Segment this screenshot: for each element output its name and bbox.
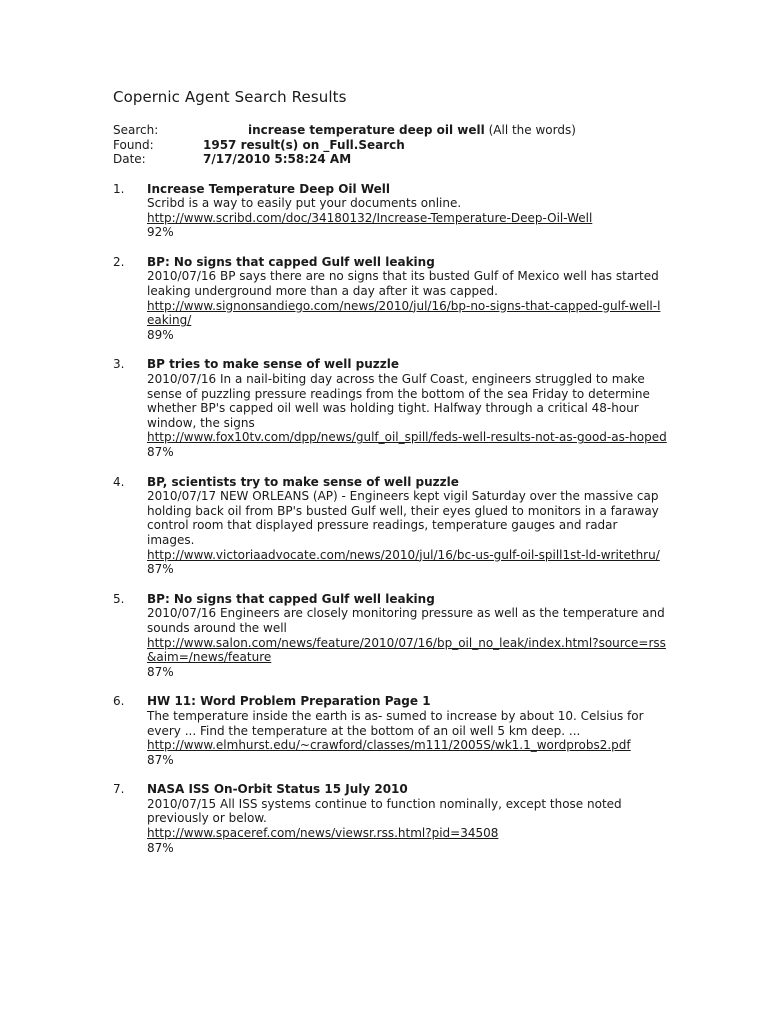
result-score: 87% <box>147 752 174 767</box>
result-snippet: 2010/07/16 BP says there are no signs that its busted Gulf of Mexico well has started leaking underground more than a day after it was capped. <box>147 269 659 299</box>
date-row <box>113 152 673 167</box>
result-number: 2. <box>113 254 125 269</box>
found-label: Found: <box>113 137 154 152</box>
result-score: 87% <box>147 840 174 855</box>
search-mode: (All the words) <box>488 123 576 137</box>
result-body <box>147 782 667 855</box>
result-number: 3. <box>113 357 125 372</box>
result-title: BP: No signs that capped Gulf well leaking <box>147 591 435 606</box>
result-item <box>113 182 673 240</box>
result-score: 87% <box>147 664 174 679</box>
result-body <box>147 255 667 343</box>
found-row <box>113 138 673 153</box>
result-score: 92% <box>147 225 174 240</box>
result-snippet: 2010/07/15 All ISS systems continue to function nominally, except those noted previously or below. <box>147 796 622 826</box>
result-score: 87% <box>147 562 174 577</box>
result-snippet: 2010/07/17 NEW ORLEANS (AP) - Engineers kept vigil Saturday over the massive cap holding back oil from BP's busted Gulf well, their eyes glued to monitors in a faraway control room that displayed pressure readings, temperature gauges and radar images. <box>147 489 659 547</box>
search-summary <box>113 123 673 167</box>
result-body <box>147 694 667 767</box>
result-snippet: The temperature inside the earth is as- sumed to increase by about 10. Celsius for every ... Find the temperature at the bottom of an oil well 5 km deep. ... <box>147 708 644 738</box>
document-page <box>113 88 673 870</box>
result-body <box>147 475 667 577</box>
search-query: increase temperature deep oil well <box>248 123 485 137</box>
result-title: BP tries to make sense of well puzzle <box>147 357 399 372</box>
result-item <box>113 694 673 767</box>
result-body <box>147 182 667 240</box>
page-title: Copernic Agent Search Results <box>113 88 347 106</box>
result-title: BP: No signs that capped Gulf well leaking <box>147 254 435 269</box>
result-title: HW 11: Word Problem Preparation Page 1 <box>147 694 431 709</box>
result-link[interactable]: http://www.salon.com/news/feature/2010/07/16/bp_oil_no_leak/index.html?source=rss&aim=/news/feature <box>147 635 666 665</box>
result-link[interactable]: http://www.scribd.com/doc/34180132/Increase-Temperature-Deep-Oil-Well <box>147 210 593 225</box>
result-number: 5. <box>113 591 125 606</box>
results-list <box>113 182 673 856</box>
result-score: 87% <box>147 445 174 459</box>
result-snippet: Scribd is a way to easily put your documents online. <box>147 196 462 211</box>
result-snippet: 2010/07/16 Engineers are closely monitoring pressure as well as the temperature and sounds around the well <box>147 606 665 635</box>
result-title: BP, scientists try to make sense of well puzzle <box>147 474 459 489</box>
date-value: 7/17/2010 5:58:24 AM <box>203 152 352 166</box>
result-item <box>113 592 673 680</box>
result-link[interactable]: http://www.victoriaadvocate.com/news/2010/jul/16/bc-us-gulf-oil-spill1st-ld-writethru/ <box>147 547 660 562</box>
result-body <box>147 592 667 680</box>
result-link[interactable]: http://www.signonsandiego.com/news/2010/jul/16/bp-no-signs-that-capped-gulf-well-leaking/ <box>147 298 661 328</box>
result-link[interactable]: http://www.fox10tv.com/dpp/news/gulf_oil_spill/feds-well-results-not-as-good-as-hoped <box>147 430 667 445</box>
result-score: 89% <box>147 327 174 342</box>
result-number: 6. <box>113 694 125 709</box>
result-item <box>113 782 673 855</box>
search-label: Search: <box>113 123 159 137</box>
date-label: Date: <box>113 152 146 166</box>
result-body <box>147 357 667 459</box>
found-value: 1957 result(s) on _Full.Search <box>203 137 405 152</box>
result-title: NASA ISS On-Orbit Status 15 July 2010 <box>147 782 408 797</box>
search-row <box>113 123 673 138</box>
result-link[interactable]: http://www.elmhurst.edu/~crawford/classes/m111/2005S/wk1.1_wordprobs2.pdf <box>147 738 631 753</box>
result-item <box>113 255 673 343</box>
result-item <box>113 357 673 459</box>
result-number: 1. <box>113 181 125 196</box>
result-title: Increase Temperature Deep Oil Well <box>147 181 391 196</box>
result-number: 4. <box>113 474 125 489</box>
result-snippet: 2010/07/16 In a nail-biting day across the Gulf Coast, engineers struggled to make sense of puzzling pressure readings from the bottom of the sea Friday to determine whether BP's capped oil well was holding tight. Halfway through a critical 48-hour window, the signs <box>147 372 650 430</box>
result-item <box>113 475 673 577</box>
result-link[interactable]: http://www.spaceref.com/news/viewsr.rss.html?pid=34508 <box>147 826 499 841</box>
result-number: 7. <box>113 782 125 797</box>
